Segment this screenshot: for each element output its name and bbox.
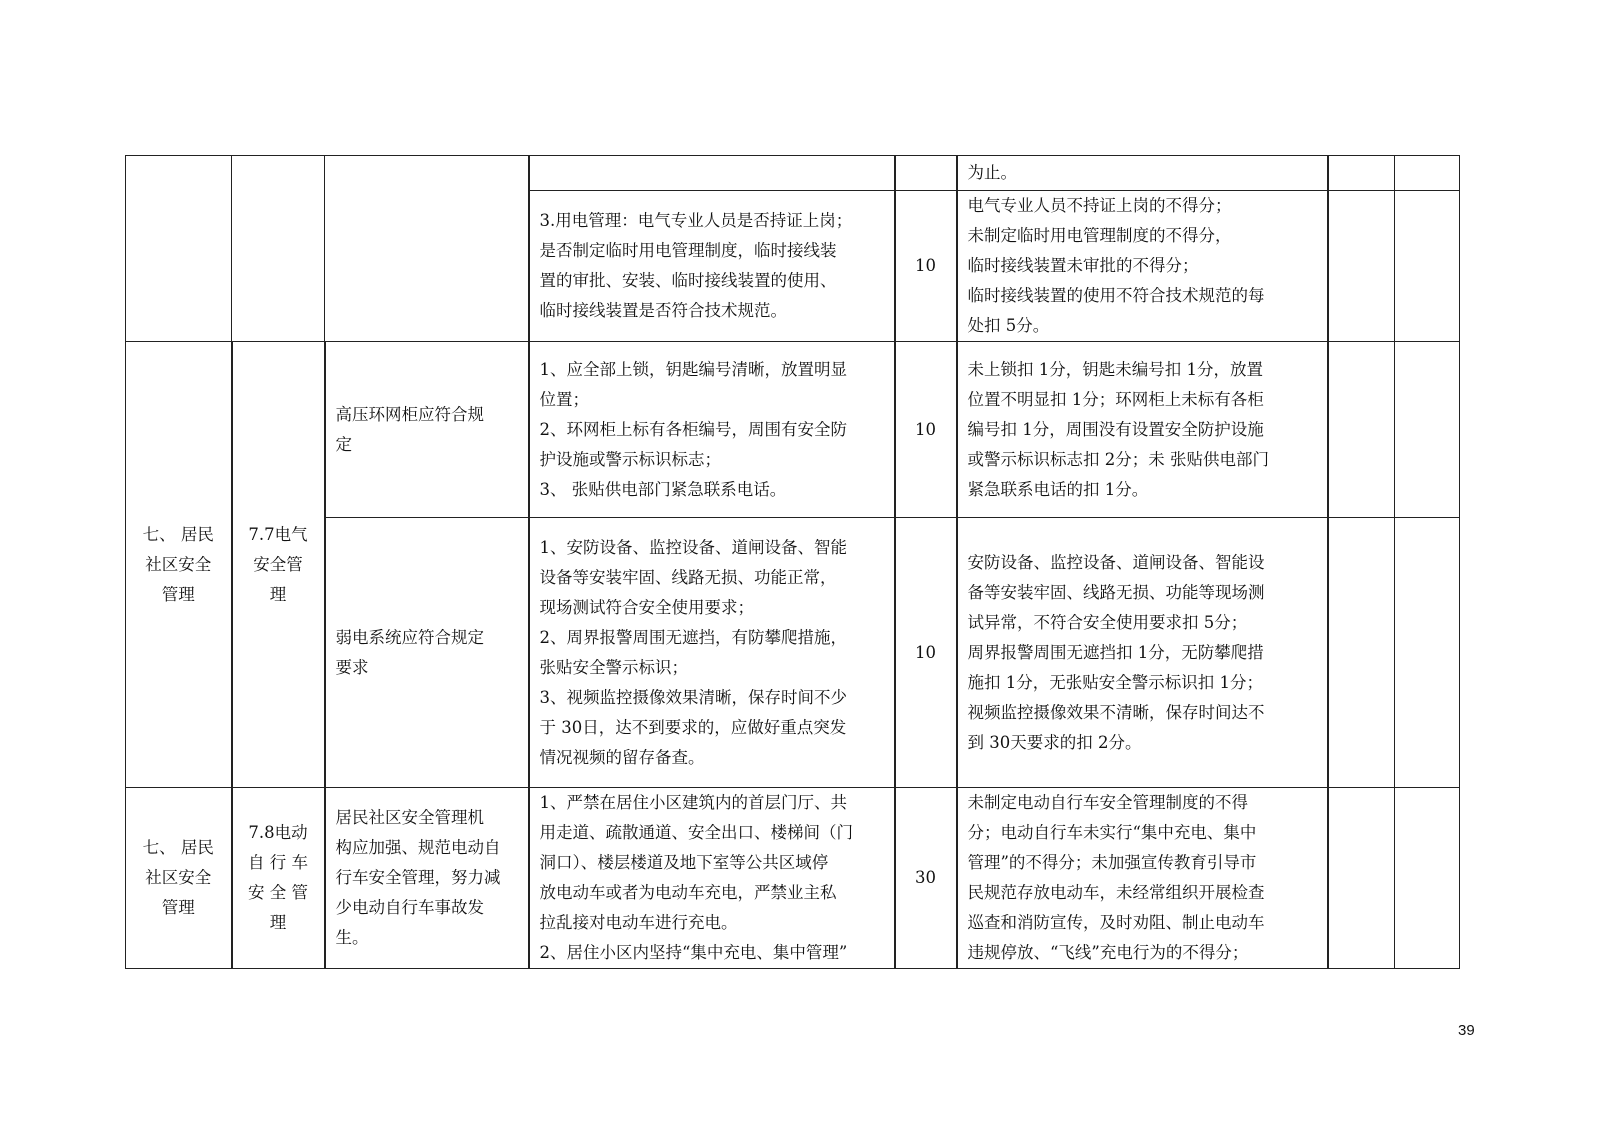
assessment-table (125, 155, 1460, 969)
item-cell: 高压环网柜应符合规 定 (325, 342, 529, 518)
table-row (126, 518, 1460, 788)
remark-cell (1395, 518, 1460, 788)
criteria-cell: 1、安防设备、监控设备、道闸设备、智能 设备等安装牢固、线路无损、功能正常， 现场测试符合安全使用要求； 2、周界报警周围无遮挡，有防攀爬措施， 张贴安全警示标识； 3、视频监控摄像效果清晰，保存时间不少 于 30日，达不到要求的，应做好重点突发 情况视频的留存备查。 (529, 518, 895, 788)
subcategory-cell: 7.8电动 自 行 车 安 全 管 理 (232, 788, 325, 969)
subcategory-cell (232, 156, 325, 342)
category-cell (126, 156, 232, 342)
criteria-cell (529, 156, 895, 191)
category-cell: 七、 居民 社区安全 管理 (126, 342, 232, 788)
score-result-cell (1328, 788, 1395, 969)
deduction-cell: 未制定电动自行车安全管理制度的不得 分；电动自行车未实行“集中充电、集中 管理”的不得分；未加强宣传教育引导市 民规范存放电动车，未经常组织开展检查 巡查和消防宣传，及时劝阻、制止电动车 违规停放、“飞线”充电行为的不得分； (957, 788, 1328, 969)
subcategory-cell: 7.7电气 安全管 理 (232, 342, 325, 788)
deduction-cell: 安防设备、监控设备、道闸设备、智能设 备等安装牢固、线路无损、功能等现场测 试异常，不符合安全使用要求扣 5分； 周界报警周围无遮挡扣 1分，无防攀爬措 施扣 1分，无张贴安全警示标识扣 1分； 视频监控摄像效果不清晰，保存时间达不 到 30天要求的扣 2分。 (957, 518, 1328, 788)
remark-cell (1395, 156, 1460, 191)
deduction-cell: 未上锁扣 1分，钥匙未编号扣 1分，放置 位置不明显扣 1分；环网柜上未标有各柜 编号扣 1分，周围没有设置安全防护设施 或警示标识标志扣 2分；未 张贴供电部门 紧急联系电话的扣 1分。 (957, 342, 1328, 518)
item-cell: 居民社区安全管理机 构应加强、规范电动自 行车安全管理，努力减 少电动自行车事故发 生。 (325, 788, 529, 969)
item-cell: 弱电系统应符合规定 要求 (325, 518, 529, 788)
table-row (126, 342, 1460, 518)
page-number: 39 (1458, 1022, 1475, 1039)
criteria-cell: 1、严禁在居住小区建筑内的首层门厅、共 用走道、疏散通道、安全出口、楼梯间（门 洞口）、楼层楼道及地下室等公共区域停 放电动车或者为电动车充电，严禁业主私 拉乱接对电动车进行充电。 2、居住小区内坚持“集中充电、集中管理” (529, 788, 895, 969)
table-row (126, 156, 1460, 191)
score-cell: 10 (895, 518, 957, 788)
criteria-cell: 1、应全部上锁，钥匙编号清晰，放置明显 位置； 2、环网柜上标有各柜编号，周围有安全防 护设施或警示标识标志； 3、 张贴供电部门紧急联系电话。 (529, 342, 895, 518)
score-cell (895, 156, 957, 191)
score-cell: 30 (895, 788, 957, 969)
deduction-cell: 为止。 (957, 156, 1328, 191)
score-result-cell (1328, 342, 1395, 518)
score-cell: 10 (895, 191, 957, 342)
score-result-cell (1328, 191, 1395, 342)
score-cell: 10 (895, 342, 957, 518)
table-row (126, 788, 1460, 969)
category-cell: 七、 居民 社区安全 管理 (126, 788, 232, 969)
score-result-cell (1328, 156, 1395, 191)
remark-cell (1395, 342, 1460, 518)
remark-cell (1395, 788, 1460, 969)
criteria-cell: 3.用电管理：电气专业人员是否持证上岗； 是否制定临时用电管理制度，临时接线装 置的审批、安装、临时接线装置的使用、 临时接线装置是否符合技术规范。 (529, 191, 895, 342)
item-cell (325, 156, 529, 342)
score-result-cell (1328, 518, 1395, 788)
remark-cell (1395, 191, 1460, 342)
deduction-cell: 电气专业人员不持证上岗的不得分； 未制定临时用电管理制度的不得分， 临时接线装置未审批的不得分； 临时接线装置的使用不符合技术规范的每 处扣 5分。 (957, 191, 1328, 342)
